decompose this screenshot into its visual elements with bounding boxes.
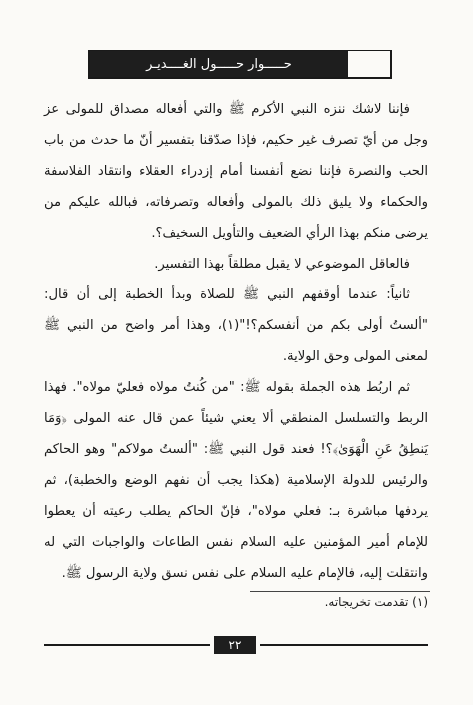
- paragraph-4: ثم اربُط هذه الجملة بقوله ﷺ: "من كُنتُ مولاه فعليّ مولاه". فهذا الربط والتسلسل المنطقي ألا يعني شيئاً عمن قال عنه المولى ﴿وَمَا يَنطِقُ عَنِ الْهَوَىٰ﴾؟! فعند قول النبي ﷺ: "ألستُ مولاكم" وهو الحاكم والرئيس للدولة الإسلامية (هكذا يجب أن نفهم الوضع والخطبة)، ثم يردفها مباشرة بـ: فعلي مولاه"، فإنّ الحاكم يطلب رعيته أن يعطوا للإمام أمير المؤمنين عليه السلام نفس الطاعات والواجبات التي له وانتقلت إليه، فالإمام عليه السلام على نفس نسق ولاية الرسول ﷺ.: [44, 380, 428, 581]
- header-title: حـــــوار حـــــول الغــــديـر: [90, 51, 348, 77]
- paragraph-3: ثانياً: عندما أوقفهم النبي ﷺ للصلاة وبدأ الخطبة إلى أن قال: "ألستُ أولى بكم من أنفسكم؟!"(١)، وهذا أمر واضح من النبي ﷺ لمعنى المولى وحق الولاية.: [44, 287, 428, 365]
- page-number: ٢٢: [214, 636, 256, 654]
- main-text: [44, 95, 428, 590]
- paragraph-2: فالعاقل الموضوعي لا يقبل مطلقاً بهذا التفسير.: [154, 256, 410, 272]
- header-blank-segment: [348, 51, 390, 77]
- footnote: (١) تقدمت تخريجاته.: [324, 595, 428, 609]
- footer-line-left: [44, 644, 210, 646]
- footer-line-right: [260, 644, 428, 646]
- running-header: [88, 50, 392, 79]
- paragraph-1: فإننا لاشك ننزه النبي الأكرم ﷺ والتي أفعاله مصداق للمولى عز وجل من أيّ تصرف غير حكيم، فإذا صدّقنا بتفسير أنّ ما حدث من باب الحب والنصرة فإننا نضع أنفسنا أمام إزدراء العقلاء وانتقاد الفلاسفة والحكماء ولا يليق ذلك بالمولى وأفعاله وتصرفاته، فبالله عليكم من يرضى منكم بهذا الرأي الضعيف والتأويل السخيف؟.: [44, 102, 428, 241]
